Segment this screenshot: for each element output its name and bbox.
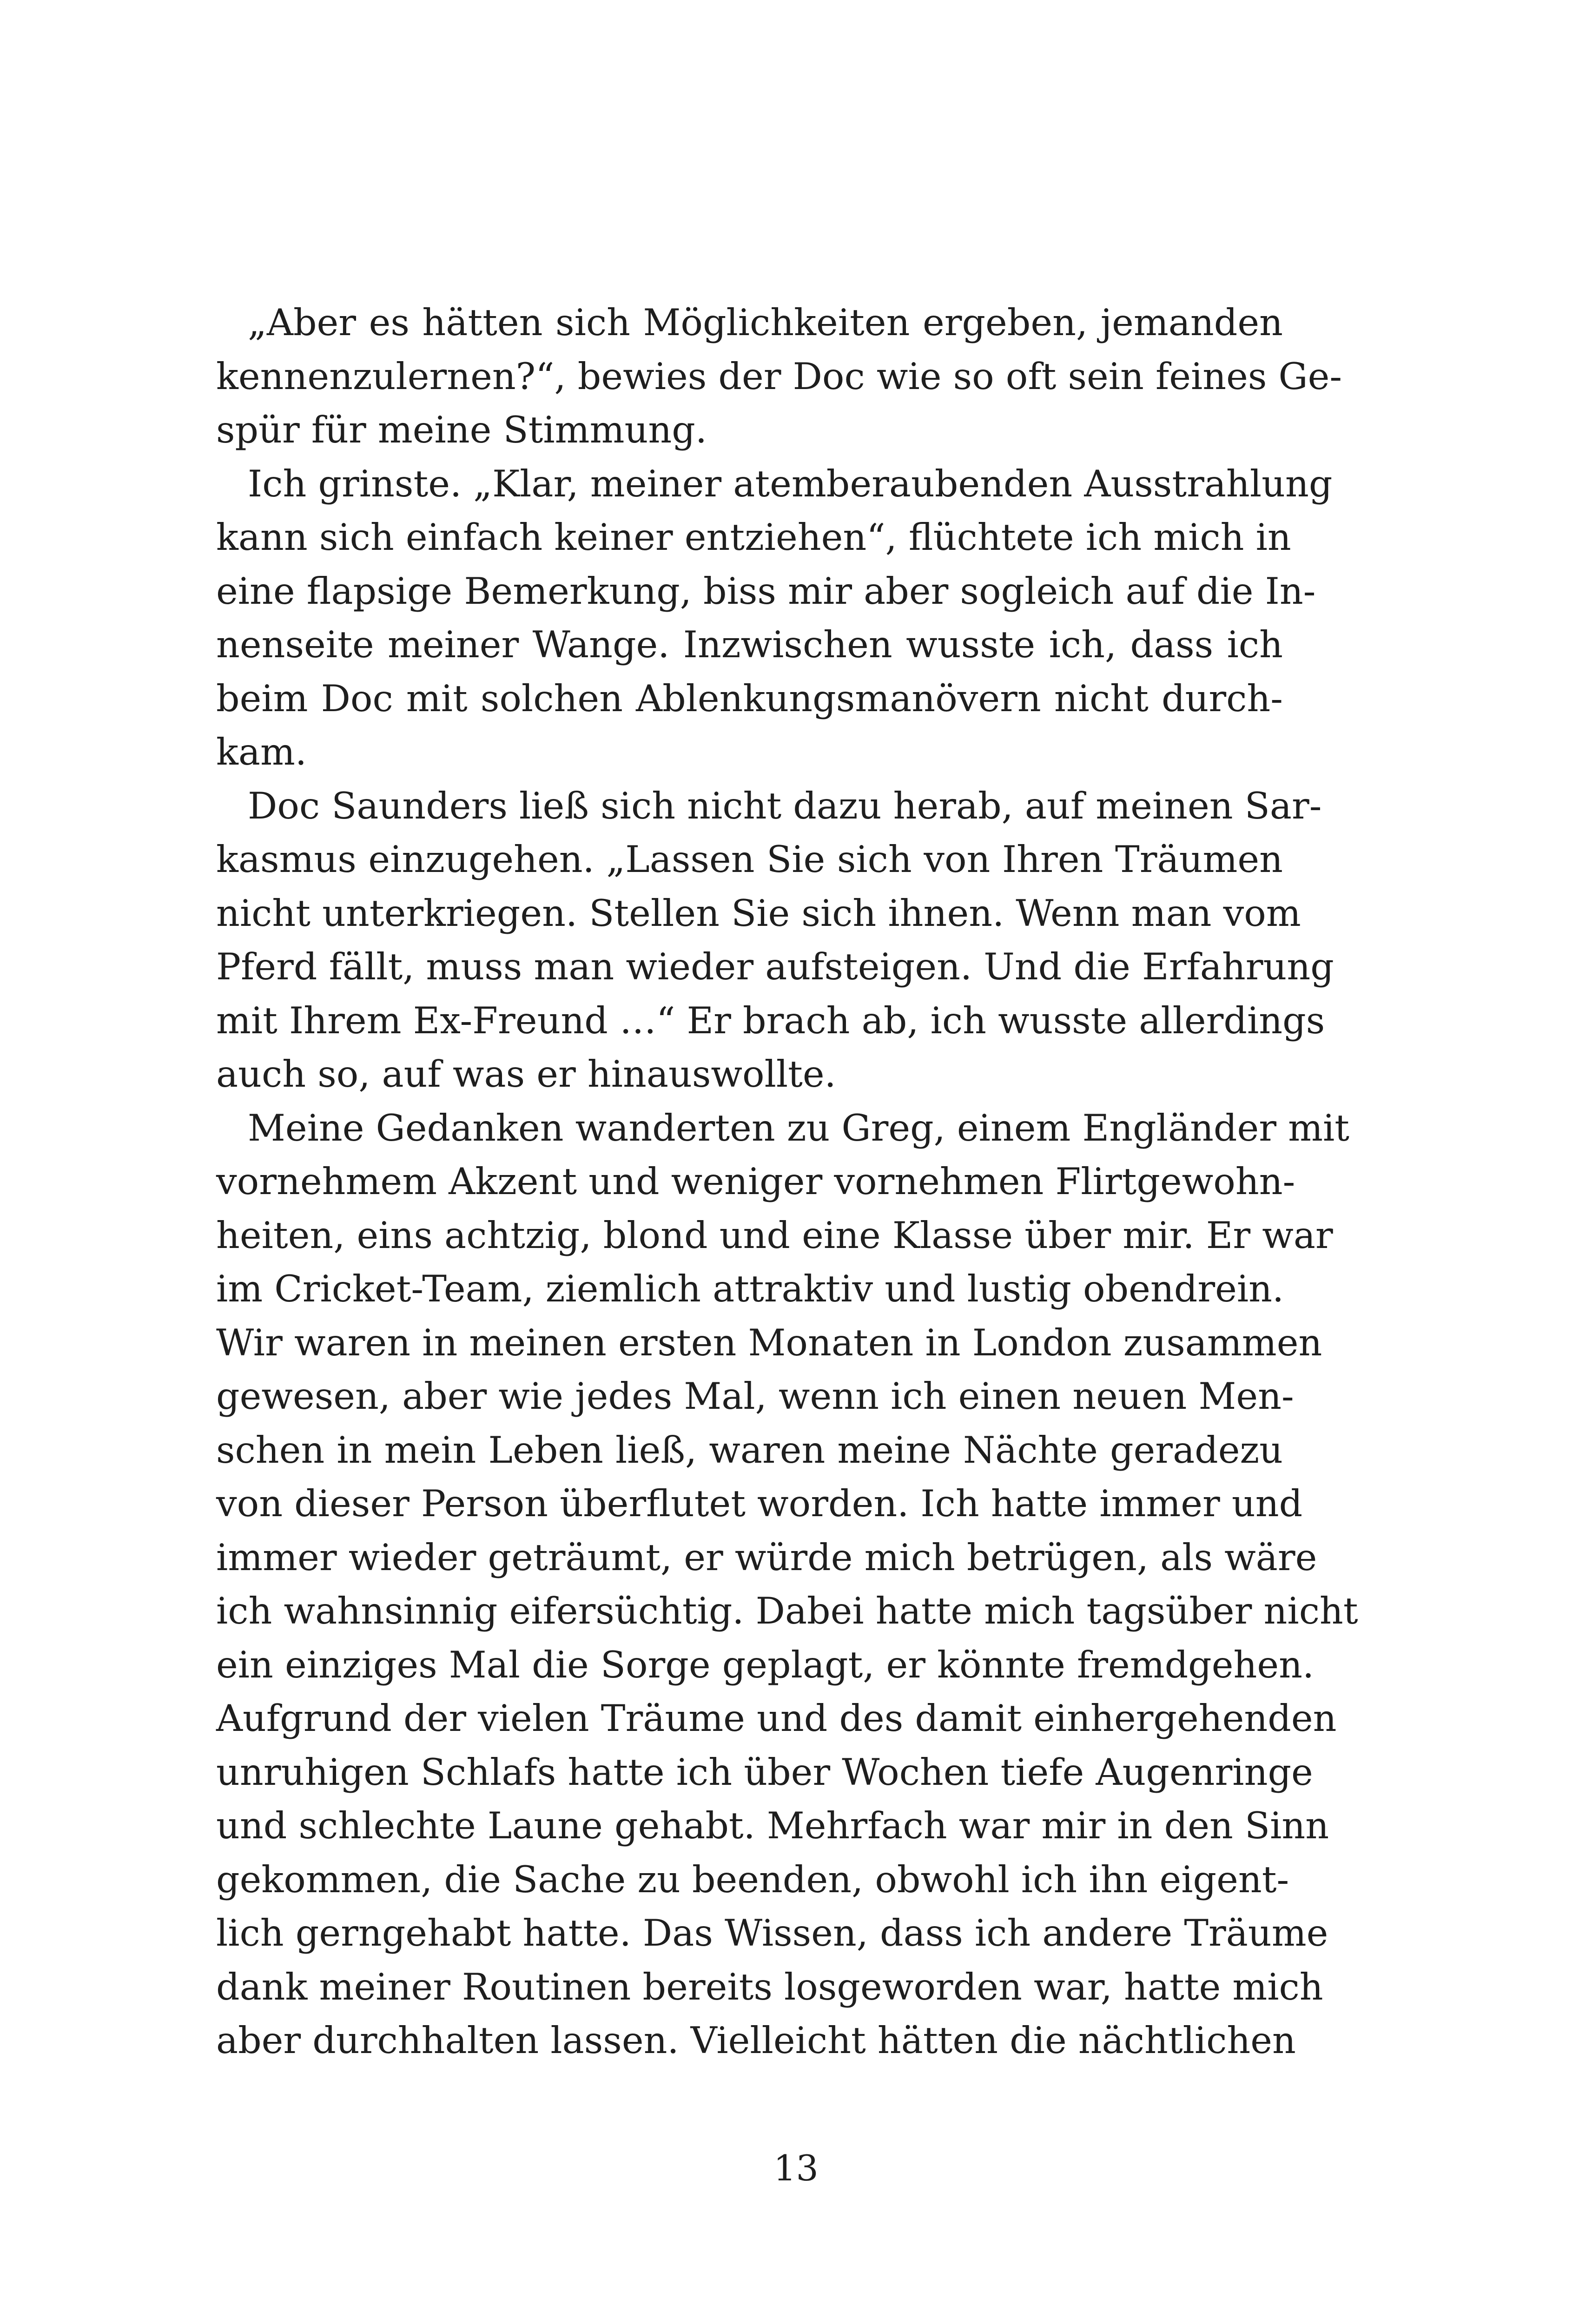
text-line: kasmus einzugehen. „Lassen Sie sich von Ihren Träumen <box>216 838 1283 881</box>
text-line: vornehmem Akzent und weniger vornehmen Flirtgewohn- <box>216 1160 1295 1203</box>
text-line: Aufgrund der vielen Träume und des damit einhergehenden <box>216 1697 1337 1740</box>
text-line: nenseite meiner Wange. Inzwischen wusste ich, dass ich <box>216 623 1283 666</box>
paragraph <box>216 1102 1358 2068</box>
paragraph <box>216 296 1342 457</box>
text-line: unruhigen Schlafs hatte ich über Wochen tiefe Augenringe <box>216 1750 1313 1794</box>
text-line: immer wieder geträumt, er würde mich betrügen, als wäre <box>216 1536 1317 1579</box>
text-line: kam. <box>216 731 307 773</box>
text-line: eine flapsige Bemerkung, biss mir aber sogleich auf die In- <box>216 569 1316 613</box>
text-line: lich gerngehabt hatte. Das Wissen, dass ich andere Träume <box>216 1912 1328 1954</box>
text-line: gewesen, aber wie jedes Mal, wenn ich einen neuen Men- <box>216 1375 1294 1418</box>
text-line: Doc Saunders ließ sich nicht dazu herab, auf meinen Sar- <box>248 784 1322 827</box>
text-line: gekommen, die Sache zu beenden, obwohl ich ihn eigent- <box>216 1858 1289 1901</box>
paragraph <box>216 779 1334 1102</box>
text-line: kann sich einfach keiner entziehen“, flüchtete ich mich in <box>216 516 1291 559</box>
text-line: von dieser Person überflutet worden. Ich hatte immer und <box>216 1482 1303 1525</box>
text-line: Pferd fällt, muss man wieder aufsteigen. Und die Erfahrung <box>216 945 1334 988</box>
body-text <box>216 296 1358 2068</box>
text-line: ein einziges Mal die Sorge geplagt, er könnte fremdgehen. <box>216 1643 1315 1686</box>
text-line: „Aber es hätten sich Möglichkeiten ergeben, jemanden <box>248 301 1283 344</box>
text-line: und schlechte Laune gehabt. Mehrfach war mir in den Sinn <box>216 1804 1329 1847</box>
text-line: auch so, auf was er hinauswollte. <box>216 1053 836 1096</box>
text-line: spür für meine Stimmung. <box>216 409 707 451</box>
text-line: dank meiner Routinen bereits losgeworden war, hatte mich <box>216 1965 1323 2008</box>
text-line: heiten, eins achtzig, blond und eine Klasse über mir. Er war <box>216 1214 1333 1257</box>
text-line: Ich grinste. „Klar, meiner atemberaubenden Ausstrahlung <box>248 462 1333 505</box>
paragraph <box>216 457 1333 779</box>
text-line: ich wahnsinnig eifersüchtig. Dabei hatte mich tagsüber nicht <box>216 1590 1358 1632</box>
text-line: beim Doc mit solchen Ablenkungsmanövern nicht durch- <box>216 677 1283 720</box>
text-line: nicht unterkriegen. Stellen Sie sich ihnen. Wenn man vom <box>216 891 1301 935</box>
text-line: im Cricket-Team, ziemlich attraktiv und lustig obendrein. <box>216 1268 1284 1310</box>
text-line: schen in mein Leben ließ, waren meine Nächte geradezu <box>216 1428 1283 1472</box>
text-line: Meine Gedanken wanderten zu Greg, einem Engländer mit <box>248 1106 1350 1149</box>
text-line: aber durchhalten lassen. Vielleicht hätten die nächtlichen <box>216 2019 1296 2062</box>
page-number: 13 <box>773 2147 819 2189</box>
text-line: mit Ihrem Ex-Freund …“ Er brach ab, ich wusste allerdings <box>216 999 1325 1042</box>
text-line: kennenzulernen?“, bewies der Doc wie so oft sein feines Ge- <box>216 355 1342 398</box>
text-line: Wir waren in meinen ersten Monaten in London zusammen <box>216 1321 1322 1364</box>
